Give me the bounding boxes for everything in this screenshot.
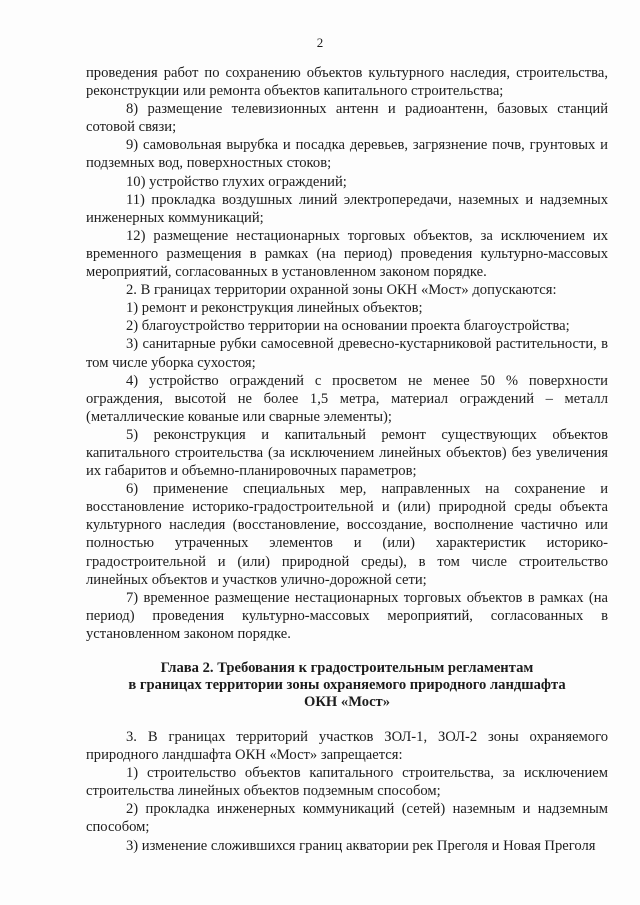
paragraph: 10) устройство глухих ограждений;: [126, 173, 347, 190]
paragraph: 3) санитарные рубки самосевной древесно-кустарниковой растительности, в том числе уборка сухостоя;: [86, 336, 608, 371]
section-landscape-zone-rules: [86, 728, 608, 855]
paragraph: 4) устройство ограждений с просветом не менее 50 % поверхности ограждения, высотой не более 1,5 метра, материал ограждений – металл (металлические кованые или сварные элементы);: [86, 372, 608, 425]
paragraph: 8) размещение телевизионных антенн и радиоантенн, базовых станций сотовой связи;: [86, 101, 608, 136]
paragraph: 11) прокладка воздушных линий электропередачи, наземных и надземных инженерных коммуникаций;: [86, 191, 608, 226]
paragraph: 6) применение специальных мер, направленных на сохранение и восстановление историко-градостроительной и (или) природной среды объекта культурного наследия (восстановление, воссоздание, восполнение частично или полностью утраченных элементов и (или) характеристик историко-градостроительной и (или) природной среды), в том числе строительство линейных объектов и участков улично-дорожной сети;: [86, 481, 608, 588]
paragraph: 7) временное размещение нестационарных торговых объектов в рамках (на период) проведения культурно-массовых мероприятий, согласованных в установленном законом порядке.: [86, 589, 608, 642]
paragraph: 12) размещение нестационарных торговых объектов, за исключением их временного размещения в рамках (на период) проведения культурно-массовых мероприятий, согласованных в установленном законом порядке.: [86, 227, 608, 281]
paragraph: 2. В границах территории охранной зоны ОКН «Мост» допускаются:: [126, 282, 557, 299]
paragraph: 2) благоустройство территории на основании проекта благоустройства;: [126, 318, 570, 335]
paragraph: 5) реконструкция и капитальный ремонт существующих объектов капитального строительства (за исключением линейных объектов) без увеличения их габаритов и объемно-планировочных параметров;: [86, 426, 608, 480]
paragraph: 3) изменение сложившихся границ акватории рек Преголя и Новая Преголя: [126, 837, 596, 854]
section-prohibitions-and-permissions: [86, 64, 608, 643]
chapter-heading-line-2: в границах территории зоны охраняемого природного ландшафта: [128, 677, 566, 693]
chapter-heading: [86, 660, 608, 711]
document-body: [86, 64, 608, 855]
chapter-heading-line-3: ОКН «Мост»: [303, 694, 391, 710]
page-number: 2: [316, 35, 324, 50]
paragraph: 1) строительство объектов капитального строительства, за исключением строительства линейных объектов подземным способом;: [86, 765, 608, 800]
paragraph: проведения работ по сохранению объектов культурного наследия, строительства, реконструкции или ремонта объектов капитального строительства;: [86, 65, 608, 100]
paragraph: 3. В границах территорий участков ЗОЛ-1, ЗОЛ-2 зоны охраняемого природного ландшафта ОКН «Мост» запрещается:: [86, 729, 608, 764]
chapter-heading-line-1: Глава 2. Требования к градостроительным регламентам: [160, 660, 534, 676]
paragraph: 9) самовольная вырубка и посадка деревьев, загрязнение почв, грунтовых и подземных вод, поверхностных стоков;: [86, 137, 608, 172]
paragraph: 2) прокладка инженерных коммуникаций (сетей) наземным и надземным способом;: [86, 801, 608, 836]
paragraph: 1) ремонт и реконструкция линейных объектов;: [126, 300, 423, 317]
